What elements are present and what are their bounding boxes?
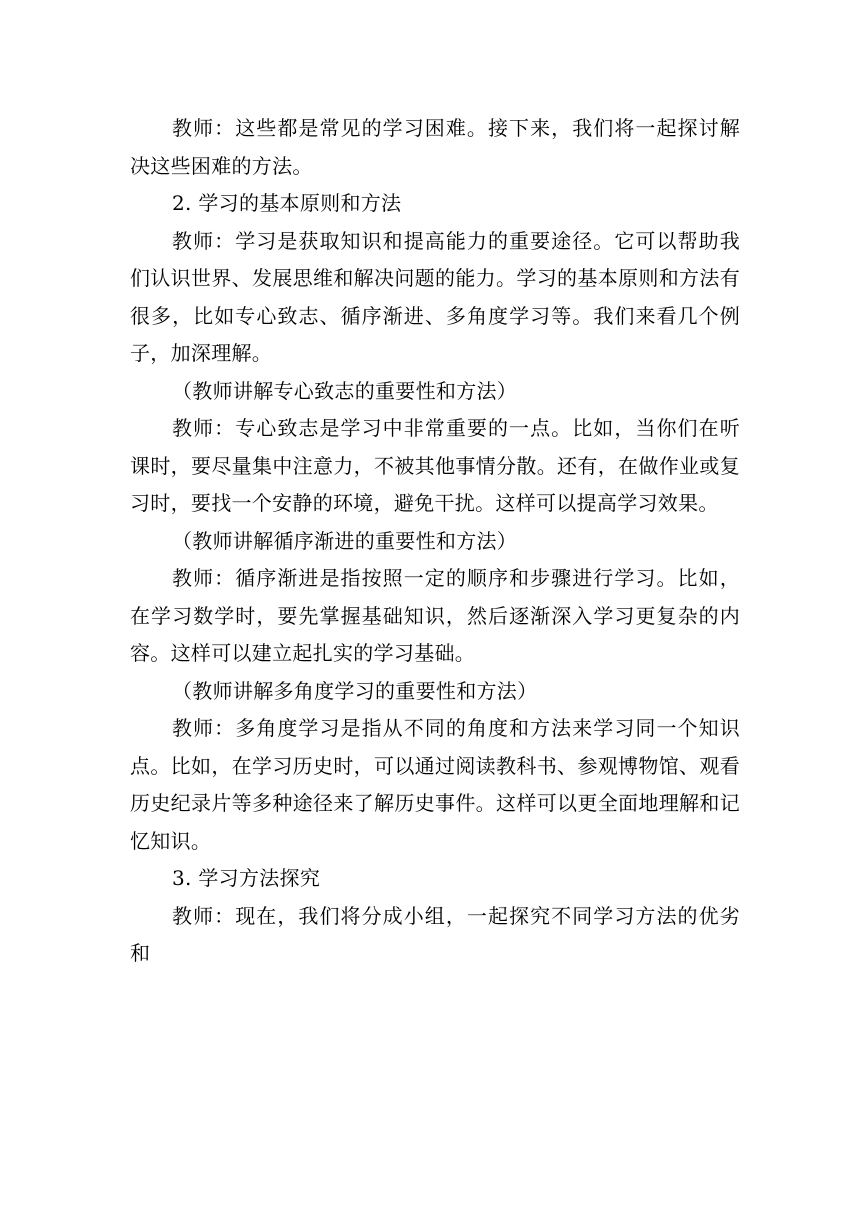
- section-heading-3: 3. 学习方法探究: [172, 866, 321, 890]
- paragraph-intro-difficulties: 教师：这些都是常见的学习困难。接下来，我们将一起探讨解决这些困难的方法。: [130, 116, 740, 178]
- paragraph-learning-principles: 教师：学习是获取知识和提高能力的重要途径。它可以帮助我们认识世界、发展思维和解决问题的能力。学习的基本原则和方法有很多，比如专心致志、循序渐进、多角度学习等。我们来看几个例子，加深理解。: [130, 228, 740, 365]
- stage-direction-focus: （教师讲解专心致志的重要性和方法）: [172, 378, 518, 403]
- stage-direction-multi-angle: （教师讲解多角度学习的重要性和方法）: [172, 678, 538, 703]
- paragraph-focus: 教师：专心致志是学习中非常重要的一点。比如，当你们在听课时，要尽量集中注意力，不被其他事情分散。还有，在做作业或复习时，要找一个安静的环境，避免干扰。这样可以提高学习效果。: [130, 416, 740, 515]
- paragraph-multi-angle: 教师：多角度学习是指从不同的角度和方法来学习同一个知识点。比如，在学习历史时，可以通过阅读教科书、参观博物馆、观看历史纪录片等多种途径来了解历史事件。这样可以更全面地理解和记忆知识。: [130, 716, 740, 853]
- paragraph-gradual: 教师：循序渐进是指按照一定的顺序和步骤进行学习。比如，在学习数学时，要先掌握基础知识，然后逐渐深入学习更复杂的内容。这样可以建立起扎实的学习基础。: [130, 566, 740, 665]
- document-body: [130, 110, 740, 973]
- section-heading-2: 2. 学习的基本原则和方法: [172, 191, 402, 215]
- paragraph-group-exploration: 教师：现在，我们将分成小组，一起探究不同学习方法的优劣和: [130, 903, 740, 965]
- stage-direction-gradual: （教师讲解循序渐进的重要性和方法）: [172, 528, 518, 553]
